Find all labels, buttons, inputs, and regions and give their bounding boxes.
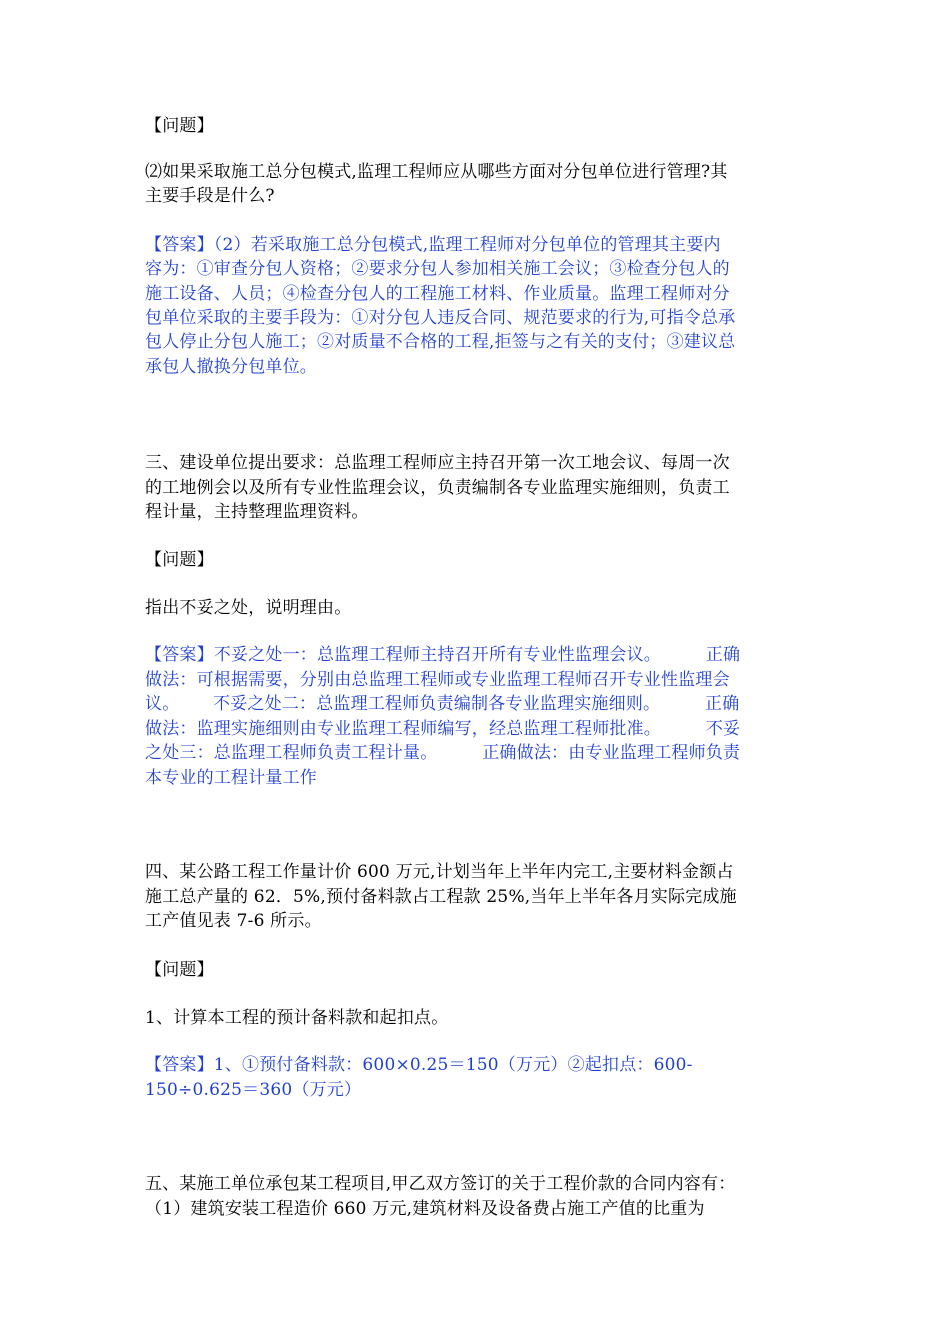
question-heading: 【问题】 <box>145 116 214 136</box>
question-text-line: 主要手段是什么? <box>145 186 275 206</box>
question-text-line: ⑵如果采取施工总分包模式,监理工程师应从哪些方面对分包单位进行管理?其 <box>145 162 728 182</box>
answer-text-line: 包人停止分包人施工；②对质量不合格的工程,拒签与之有关的支付；③建议总 <box>145 332 736 352</box>
answer-text-line: 【答案】（2）若采取施工总分包模式,监理工程师对分包单位的管理其主要内 <box>145 235 721 255</box>
section-text-line: （1）建筑安装工程造价 660 万元,建筑材料及设备费占施工产值的比重为 <box>145 1199 705 1219</box>
section-text-line: 工产值见表 7-6 所示。 <box>145 911 322 931</box>
answer-text-line: 容为：①审查分包人资格；②要求分包人参加相关施工会议；③检查分包人的 <box>145 259 730 279</box>
section-text-line: 五、某施工单位承包某工程项目,甲乙双方签订的关于工程价款的合同内容有： <box>145 1174 736 1194</box>
answer-text-line: 施工设备、人员；④检查分包人的工程施工材料、作业质量。监理工程师对分 <box>145 284 730 304</box>
answer-text-line: 本专业的工程计量工作 <box>145 768 317 788</box>
answer-text-line: 包单位采取的主要手段为：①对分包人违反合同、规范要求的行为,可指令总承 <box>145 308 736 328</box>
question-text-line: 指出不妥之处，说明理由。 <box>145 598 352 618</box>
answer-text-line: 议。 不妥之处二：总监理工程师负责编制各专业监理实施细则。 正确 <box>145 694 740 714</box>
section-text-line: 程计量，主持整理监理资料。 <box>145 502 369 522</box>
answer-text-line: 做法：监理实施细则由专业监理工程师编写，经总监理工程师批准。 不妥 <box>145 719 741 739</box>
section-text-line: 施工总产量的 62．5%,预付备料款占工程款 25%,当年上半年各月实际完成施 <box>145 887 737 907</box>
question-heading: 【问题】 <box>145 960 214 980</box>
answer-text-line: 之处三：总监理工程师负责工程计量。 正确做法：由专业监理工程师负责 <box>145 743 741 763</box>
section-text-line: 四、某公路工程工作量计价 600 万元,计划当年上半年内完工,主要材料金额占 <box>145 862 734 882</box>
question-heading: 【问题】 <box>145 550 214 570</box>
answer-text-line: 做法：可根据需要，分别由总监理工程师或专业监理工程师召开专业性监理会 <box>145 670 730 690</box>
answer-text-line: 承包人撤换分包单位。 <box>145 357 317 377</box>
question-text-line: 1、计算本工程的预计备料款和起扣点。 <box>145 1008 449 1028</box>
answer-text-line: 150÷0.625＝360（万元） <box>145 1080 362 1100</box>
section-text-line: 的工地例会以及所有专业性监理会议，负责编制各专业监理实施细则，负责工 <box>145 478 730 498</box>
section-text-line: 三、建设单位提出要求：总监理工程师应主持召开第一次工地会议、每周一次 <box>145 453 730 473</box>
answer-text-line: 【答案】1、①预付备料款：600×0.25＝150（万元）②起扣点：600- <box>145 1055 693 1075</box>
answer-text-line: 【答案】不妥之处一：总监理工程师主持召开所有专业性监理会议。 正确 <box>145 645 741 665</box>
